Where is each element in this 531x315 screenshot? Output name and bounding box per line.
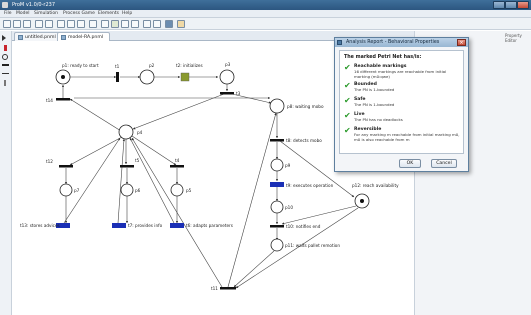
place-p8[interactable] [270, 99, 284, 113]
property-title: Bounded [354, 82, 377, 87]
label-t10: t10: notifies end [286, 224, 321, 229]
transition-t10[interactable] [270, 225, 284, 228]
select-tool-icon[interactable] [2, 35, 6, 41]
play-icon[interactable] [101, 20, 109, 28]
label-t14: t14 [46, 98, 53, 103]
document-icon [18, 35, 23, 40]
place-p6[interactable] [121, 184, 133, 196]
check-icon: ✔ [344, 63, 351, 72]
transition-t12[interactable] [59, 165, 73, 168]
transition-t1[interactable] [116, 72, 119, 82]
export-icon[interactable] [153, 20, 161, 28]
dialog-title: Analysis Report - Behavioral Properties [346, 40, 440, 45]
label-p2: p2 [149, 63, 155, 68]
place-tool-icon[interactable] [2, 54, 8, 60]
menu-model[interactable]: Model [16, 11, 30, 16]
toolbar [0, 18, 531, 30]
tab-label: model-RA.pnml [68, 35, 104, 40]
check-icon: ✔ [344, 126, 351, 135]
transitions [56, 72, 284, 290]
place-p5[interactable] [171, 184, 183, 196]
transition-t7[interactable] [112, 223, 126, 228]
menu-simulation[interactable]: Simulation [34, 11, 58, 16]
transition-tool-icon[interactable] [2, 64, 9, 66]
check-icon: ✔ [344, 96, 351, 105]
open-folder-icon[interactable] [13, 20, 21, 28]
report-heading: The marked Petri Net has/is: [344, 55, 422, 60]
property-title: Reversible [354, 127, 382, 132]
transition-t9[interactable] [270, 182, 284, 187]
label-t8: t8: detects mobo [286, 138, 322, 143]
menu-elements[interactable]: Elements [98, 11, 119, 16]
label-p5: p5 [186, 188, 192, 193]
cut-icon[interactable] [57, 20, 65, 28]
place-p4[interactable] [119, 125, 133, 139]
analysis-report-dialog [334, 37, 469, 172]
place-p7[interactable] [60, 184, 72, 196]
check-icon: ✔ [344, 111, 351, 120]
tab-untitled[interactable] [14, 32, 63, 41]
minimize-button[interactable] [493, 1, 505, 9]
close-button[interactable] [517, 1, 529, 9]
menu-file[interactable]: File [4, 11, 12, 16]
label-p12: p12: reach availability [352, 183, 399, 188]
paste-icon[interactable] [77, 20, 85, 28]
place-p10[interactable] [271, 201, 283, 213]
ok-button[interactable]: OK [399, 159, 421, 168]
place-p11[interactable] [271, 239, 283, 251]
transition-t3[interactable] [220, 92, 234, 95]
zoom-in-icon[interactable] [121, 20, 129, 28]
document-icon [61, 35, 66, 40]
label-t2: t2: initializes [176, 63, 203, 68]
app-icon [2, 2, 8, 8]
property-title: Live [354, 112, 365, 117]
property-description: The PN has no deadlocks [354, 117, 403, 122]
dialog-content [339, 50, 464, 154]
label-t9: t9: executes operation [286, 183, 334, 188]
transition-t14[interactable] [56, 98, 70, 101]
check-icon: ✔ [344, 81, 351, 90]
cancel-button[interactable]: Cancel [431, 159, 457, 168]
transition-t11[interactable] [220, 287, 236, 290]
transition-t6[interactable] [170, 223, 184, 228]
label-p6: p6 [135, 188, 141, 193]
report-icon [337, 40, 342, 45]
token-tool-icon[interactable] [4, 80, 6, 86]
maximize-button[interactable] [505, 1, 517, 9]
property-description: For any marking m reachable from initial marking m0, m0 is also reachable from m [354, 132, 460, 142]
label-p9: p9 [285, 163, 291, 168]
tab-label: untitled.pnml [25, 35, 56, 40]
save-icon[interactable] [23, 20, 31, 28]
token-icon [61, 75, 65, 79]
label-p11: p11: waits pallet remotion [285, 243, 341, 248]
tab-model-ra[interactable] [57, 32, 110, 41]
copy-icon[interactable] [67, 20, 75, 28]
transition-t2[interactable] [181, 73, 189, 81]
place-p9[interactable] [271, 159, 283, 171]
property-description: The PN is 1-bounded [354, 102, 395, 107]
label-p8: p8: waiting mobo [287, 104, 324, 109]
property-description: 16 different markings are reachable from initial marking (m0:qwe) [354, 69, 447, 79]
transition-t8[interactable] [270, 139, 284, 142]
drawing-tools [0, 31, 12, 315]
grid-icon[interactable] [143, 20, 151, 28]
label-t3: t3 [236, 91, 241, 96]
property-title: Reachable markings [354, 64, 407, 69]
property-title: Safe [354, 97, 366, 102]
label-t4: t4 [175, 158, 180, 163]
undo-icon[interactable] [35, 20, 43, 28]
label-p10: p10 [285, 205, 293, 210]
label-p7: p7 [74, 188, 80, 193]
zoom-out-icon[interactable] [131, 20, 139, 28]
redo-icon[interactable] [45, 20, 53, 28]
property-panel-title: Property Editor [505, 33, 522, 43]
label-t12: t12 [46, 159, 53, 164]
dialog-close-button[interactable]: × [457, 39, 466, 46]
transition-t4[interactable] [170, 165, 184, 168]
label-p4: p4 [137, 130, 143, 135]
label-t6: t6: adapts parameters [186, 223, 233, 228]
label-t1: t1 [115, 64, 120, 69]
menubar [0, 10, 531, 18]
arc-tool-icon[interactable] [2, 71, 9, 74]
property-description: The PN is 1-bounded [354, 87, 395, 92]
step-icon[interactable] [111, 20, 119, 28]
report-icon[interactable] [177, 20, 185, 28]
pencil-tool-icon[interactable] [4, 45, 7, 51]
window-titlebar [0, 0, 531, 10]
label-t13: t13: stores advices [20, 223, 60, 228]
label-p1: p1: ready to start [62, 63, 99, 68]
menu-help[interactable]: Help [122, 11, 133, 16]
token-icon [360, 199, 364, 203]
label-p3: p3 [225, 62, 231, 67]
place-p2[interactable] [140, 70, 154, 84]
dialog-titlebar[interactable] [335, 38, 468, 47]
new-file-icon[interactable] [3, 20, 11, 28]
label-t5: t5 [135, 158, 140, 163]
menu-process-game[interactable]: Process Game [63, 11, 95, 16]
transition-t5[interactable] [120, 165, 134, 168]
label-t7: t7: provides info [128, 223, 163, 228]
save-image-icon[interactable] [165, 20, 173, 28]
delete-icon[interactable] [89, 20, 97, 28]
window-title: ProM v1.0/0-r237 [12, 2, 56, 8]
place-p3[interactable] [220, 70, 234, 84]
label-t11: t11 [211, 286, 218, 291]
